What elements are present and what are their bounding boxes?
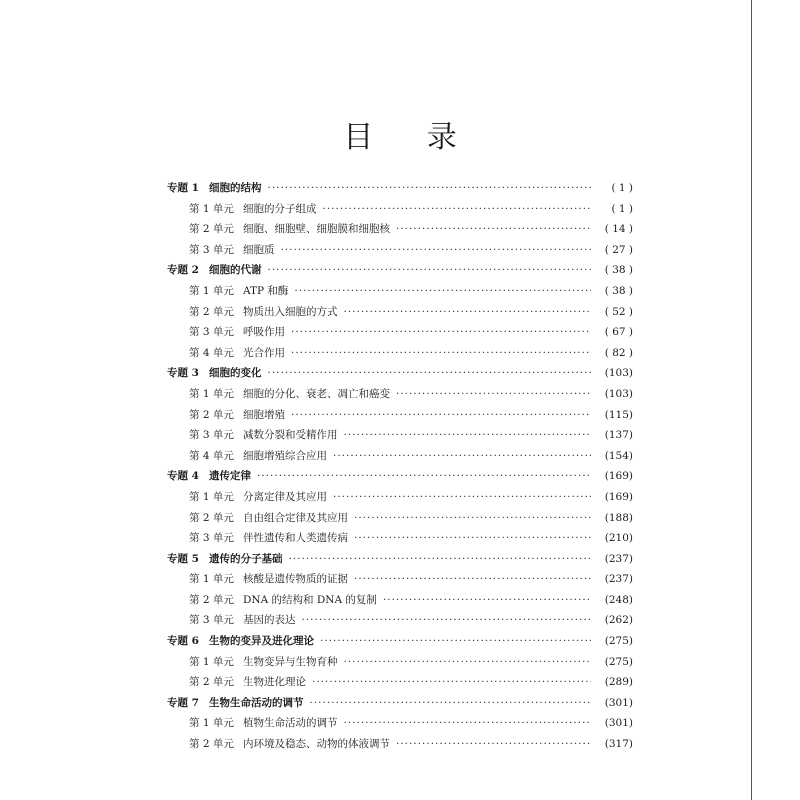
page-number: ( 27 ) — [604, 243, 633, 256]
page-number: ( 14 ) — [604, 223, 633, 236]
toc-unit-row[interactable] — [167, 736, 633, 757]
toc-topic-row[interactable] — [167, 468, 633, 489]
unit-title: 细胞增殖综合应用 — [243, 449, 327, 462]
toc-topic-row[interactable] — [167, 633, 633, 654]
topic-number: 专题 1 — [167, 182, 199, 194]
unit-number: 第 3 单元 — [189, 532, 234, 545]
toc-unit-row[interactable] — [167, 345, 633, 366]
toc-unit-row[interactable] — [167, 283, 633, 304]
page-number: (275) — [604, 635, 633, 648]
page-number: (237) — [604, 573, 633, 586]
unit-number: 第 4 单元 — [189, 449, 234, 462]
toc-topic-row[interactable] — [167, 262, 633, 283]
unit-title: 减数分裂和受精作用 — [243, 429, 338, 442]
page-number: ( 38 ) — [604, 284, 633, 297]
toc-unit-row[interactable] — [167, 407, 633, 428]
unit-number: 第 1 单元 — [189, 387, 234, 400]
dot-leader — [354, 512, 591, 524]
toc-unit-row[interactable] — [167, 448, 633, 469]
unit-title: 生物进化理论 — [243, 676, 306, 689]
dot-leader — [289, 553, 592, 565]
toc-unit-row[interactable] — [167, 530, 633, 551]
unit-title: 伴性遗传和人类遗传病 — [243, 532, 348, 545]
dot-leader — [354, 573, 591, 585]
toc-unit-row[interactable] — [167, 324, 633, 345]
toc-unit-row[interactable] — [167, 427, 633, 448]
page-number: ( 82 ) — [604, 346, 633, 359]
toc-unit-row[interactable] — [167, 304, 633, 325]
page-number: (317) — [604, 738, 633, 751]
page-number: ( 67 ) — [604, 326, 633, 339]
dot-leader — [294, 285, 591, 297]
unit-number: 第 3 单元 — [189, 429, 234, 442]
toc-unit-row[interactable] — [167, 510, 633, 531]
topic-title: 细胞的变化 — [209, 367, 262, 380]
unit-number: 第 3 单元 — [189, 614, 234, 627]
dot-leader — [320, 635, 591, 647]
toc-unit-row[interactable] — [167, 201, 633, 222]
page-number: (137) — [604, 429, 633, 442]
toc-unit-row[interactable] — [167, 386, 633, 407]
dot-leader — [257, 470, 591, 482]
dot-leader — [291, 409, 591, 421]
topic-title: 遗传的分子基础 — [209, 552, 283, 565]
page-number: ( 1 ) — [611, 182, 633, 194]
dot-leader — [344, 717, 592, 729]
topic-number: 专题 7 — [167, 696, 199, 709]
page-number: (262) — [604, 614, 633, 627]
page-number: ( 52 ) — [604, 305, 633, 318]
dot-leader — [333, 491, 591, 503]
unit-title: 基因的表达 — [243, 614, 296, 627]
topic-title: 生物的变异及进化理论 — [209, 635, 314, 648]
dot-leader — [333, 450, 591, 462]
unit-number: 第 2 单元 — [189, 408, 234, 421]
topic-number: 专题 4 — [167, 470, 199, 483]
unit-title: 分离定律及其应用 — [243, 490, 327, 503]
unit-number: 第 2 单元 — [189, 511, 234, 524]
unit-number: 第 1 单元 — [189, 202, 234, 215]
unit-number: 第 2 单元 — [189, 738, 234, 751]
dot-leader — [354, 532, 591, 544]
unit-title: DNA 的结构和 DNA 的复制 — [243, 593, 377, 606]
toc-unit-row[interactable] — [167, 592, 633, 613]
page-number: (103) — [604, 367, 633, 380]
page-number: (115) — [604, 408, 633, 421]
unit-number: 第 3 单元 — [189, 326, 234, 339]
dot-leader — [344, 656, 592, 668]
page-number: (289) — [604, 676, 633, 689]
unit-title: 自由组合定律及其应用 — [243, 511, 348, 524]
dot-leader — [291, 347, 591, 359]
unit-title: 细胞、细胞壁、细胞膜和细胞核 — [243, 223, 390, 236]
unit-number: 第 1 单元 — [189, 573, 234, 586]
toc-unit-row[interactable] — [167, 715, 633, 736]
page-number: ( 38 ) — [604, 264, 633, 277]
dot-leader — [396, 388, 591, 400]
dot-leader — [396, 738, 591, 750]
page-number: (301) — [604, 696, 633, 709]
unit-title: 细胞增殖 — [243, 408, 285, 421]
unit-number: 第 3 单元 — [189, 243, 234, 256]
table-of-contents — [167, 180, 633, 757]
unit-title: 光合作用 — [243, 346, 285, 359]
unit-title: 生物变异与生物育种 — [243, 655, 338, 668]
dot-leader — [268, 182, 592, 194]
unit-title: ATP 和酶 — [243, 284, 289, 297]
unit-number: 第 4 单元 — [189, 346, 234, 359]
dot-leader — [291, 326, 591, 338]
toc-topic-row[interactable] — [167, 180, 633, 201]
topic-number: 专题 3 — [167, 367, 199, 380]
dot-leader — [268, 264, 592, 276]
dot-leader — [344, 429, 592, 441]
page-number: (154) — [604, 449, 633, 462]
topic-number: 专题 5 — [167, 552, 199, 565]
unit-number: 第 2 单元 — [189, 593, 234, 606]
dot-leader — [268, 367, 592, 379]
topic-number: 专题 2 — [167, 264, 199, 277]
toc-topic-row[interactable] — [167, 551, 633, 572]
unit-number: 第 1 单元 — [189, 717, 234, 730]
dot-leader — [281, 244, 592, 256]
dot-leader — [312, 676, 591, 688]
unit-number: 第 1 单元 — [189, 284, 234, 297]
topic-title: 生物生命活动的调节 — [209, 696, 304, 709]
page-number: (210) — [604, 532, 633, 545]
toc-unit-row[interactable] — [167, 242, 633, 263]
page-number: (103) — [604, 387, 633, 400]
toc-unit-row[interactable] — [167, 654, 633, 675]
toc-unit-row[interactable] — [167, 674, 633, 695]
unit-title: 内环境及稳态、动物的体液调节 — [243, 738, 390, 751]
unit-title: 呼吸作用 — [243, 326, 285, 339]
dot-leader — [344, 306, 592, 318]
unit-title: 细胞的分子组成 — [243, 202, 317, 215]
toc-unit-row[interactable] — [167, 221, 633, 242]
unit-number: 第 1 单元 — [189, 490, 234, 503]
unit-number: 第 2 单元 — [189, 223, 234, 236]
toc-unit-row[interactable] — [167, 489, 633, 510]
page-number: (275) — [604, 655, 633, 668]
unit-title: 核酸是遗传物质的证据 — [243, 573, 348, 586]
page-number: ( 1 ) — [611, 202, 633, 215]
topic-title: 细胞的代谢 — [209, 264, 262, 277]
topic-title: 细胞的结构 — [209, 182, 262, 194]
toc-unit-row[interactable] — [167, 612, 633, 633]
page-number: (169) — [604, 470, 633, 483]
page-number: (301) — [604, 717, 633, 730]
page-number: (248) — [604, 593, 633, 606]
unit-title: 植物生命活动的调节 — [243, 717, 338, 730]
dot-leader — [396, 223, 591, 235]
unit-number: 第 2 单元 — [189, 676, 234, 689]
unit-number: 第 1 单元 — [189, 655, 234, 668]
unit-title: 物质出入细胞的方式 — [243, 305, 338, 318]
dot-leader — [310, 697, 592, 709]
page-number: (188) — [604, 511, 633, 524]
unit-title: 细胞质 — [243, 243, 275, 256]
topic-number: 专题 6 — [167, 635, 199, 648]
toc-topic-row[interactable] — [167, 365, 633, 386]
dot-leader — [383, 594, 591, 606]
topic-title: 遗传定律 — [209, 470, 251, 483]
toc-unit-row[interactable] — [167, 571, 633, 592]
toc-topic-row[interactable] — [167, 695, 633, 716]
unit-number: 第 2 单元 — [189, 305, 234, 318]
page-number: (237) — [604, 552, 633, 565]
page-title: 目 录 — [343, 120, 479, 155]
page-number: (169) — [604, 490, 633, 503]
dot-leader — [302, 614, 592, 626]
dot-leader — [323, 203, 592, 215]
unit-title: 细胞的分化、衰老、凋亡和癌变 — [243, 387, 390, 400]
